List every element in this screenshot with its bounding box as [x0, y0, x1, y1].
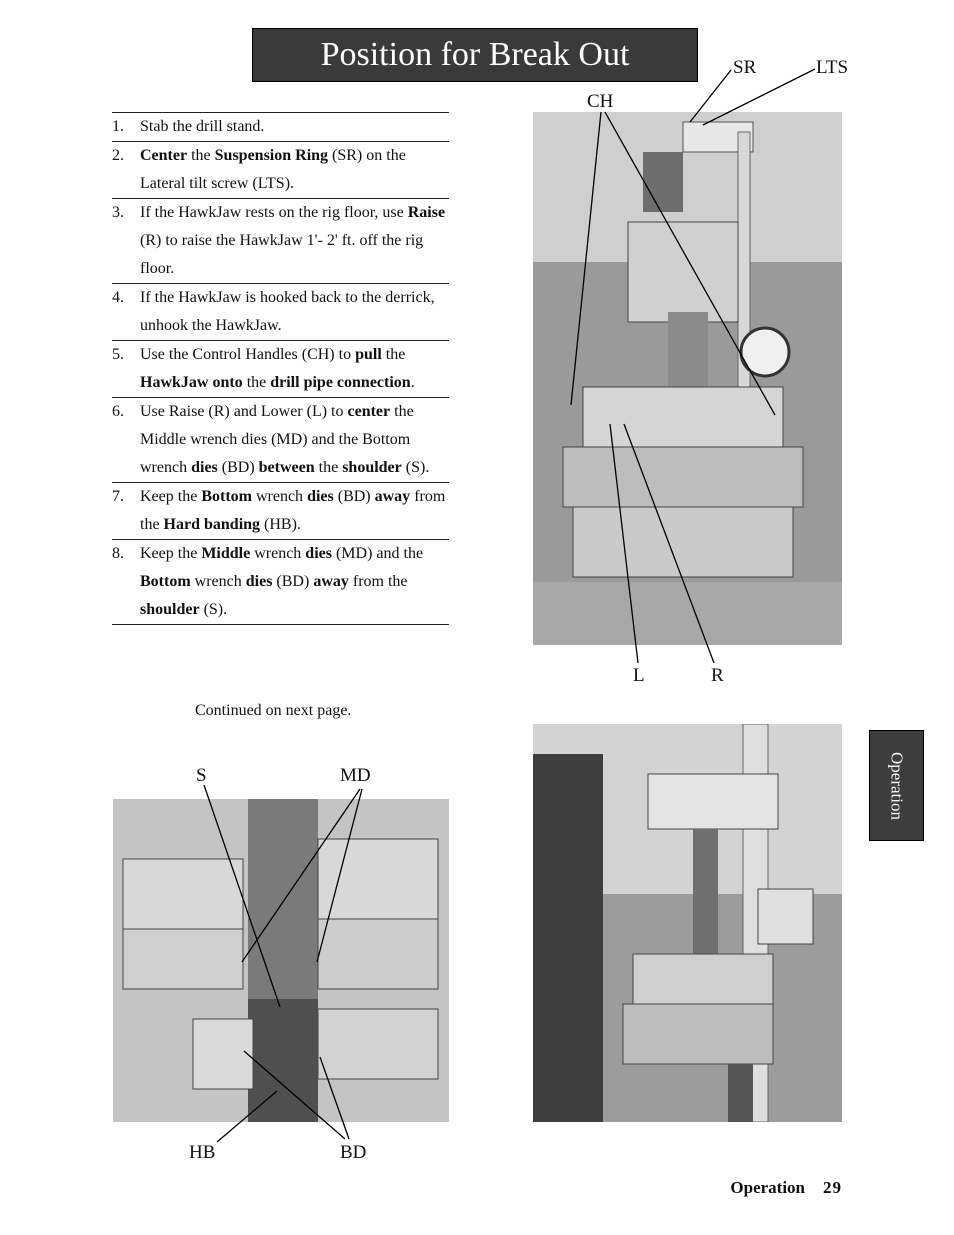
callout-s: S	[196, 765, 207, 786]
step-number: 4.	[112, 289, 124, 306]
callout-ch: CH	[587, 91, 614, 112]
step-text: If the HawkJaw rests on the rig floor, use Raise (R) to raise the HawkJaw 1'- 2' ft. off the rig floor.	[140, 204, 446, 277]
callout-sr: SR	[733, 57, 757, 78]
hawkjaw-side-photo	[533, 724, 842, 1122]
list-item	[112, 199, 449, 284]
callout-lts: LTS	[816, 57, 849, 78]
step-text: Keep the Bottom wrench dies (BD) away from the Hard banding (HB).	[140, 488, 446, 533]
step-number: 1.	[112, 118, 124, 135]
step-number: 7.	[112, 488, 124, 505]
callout-md: MD	[340, 765, 371, 786]
section-tab[interactable]	[869, 730, 924, 841]
list-item	[112, 284, 449, 341]
footer-section: Operation	[730, 1178, 805, 1197]
callout-bd: BD	[340, 1142, 367, 1163]
page-number: 29	[823, 1178, 842, 1197]
page-footer	[730, 1178, 842, 1198]
list-item	[112, 113, 449, 142]
callout-r: R	[711, 665, 724, 686]
step-text: Keep the Middle wrench dies (MD) and the Bottom wrench dies (BD) away from the shoulder (S).	[140, 545, 424, 618]
step-number: 3.	[112, 204, 124, 221]
callout-l: L	[633, 665, 645, 686]
continued-note: Continued on next page.	[195, 702, 352, 719]
callout-hb: HB	[189, 1142, 216, 1163]
page-title: Position for Break Out	[252, 28, 698, 82]
step-text: Center the Suspension Ring (SR) on the Lateral tilt screw (LTS).	[140, 147, 406, 192]
section-tab-label: Operation	[887, 751, 907, 820]
step-number: 8.	[112, 545, 124, 562]
list-item	[112, 398, 449, 483]
list-item	[112, 142, 449, 199]
step-text: If the HawkJaw is hooked back to the derrick, unhook the HawkJaw.	[140, 289, 435, 334]
list-item	[112, 540, 449, 625]
wrench-dies-photo	[113, 799, 449, 1122]
step-list	[112, 112, 449, 625]
step-text: Use the Control Handles (CH) to pull the HawkJaw onto the drill pipe connection.	[140, 346, 415, 391]
list-item	[112, 483, 449, 540]
step-number: 2.	[112, 147, 124, 164]
step-text: Stab the drill stand.	[140, 118, 265, 135]
hawkjaw-front-photo	[533, 112, 842, 645]
step-text: Use Raise (R) and Lower (L) to center the Middle wrench dies (MD) and the Bottom wrench dies (BD) between the shoulder (S).	[140, 403, 430, 476]
list-item	[112, 341, 449, 398]
step-number: 5.	[112, 346, 124, 363]
step-number: 6.	[112, 403, 124, 420]
